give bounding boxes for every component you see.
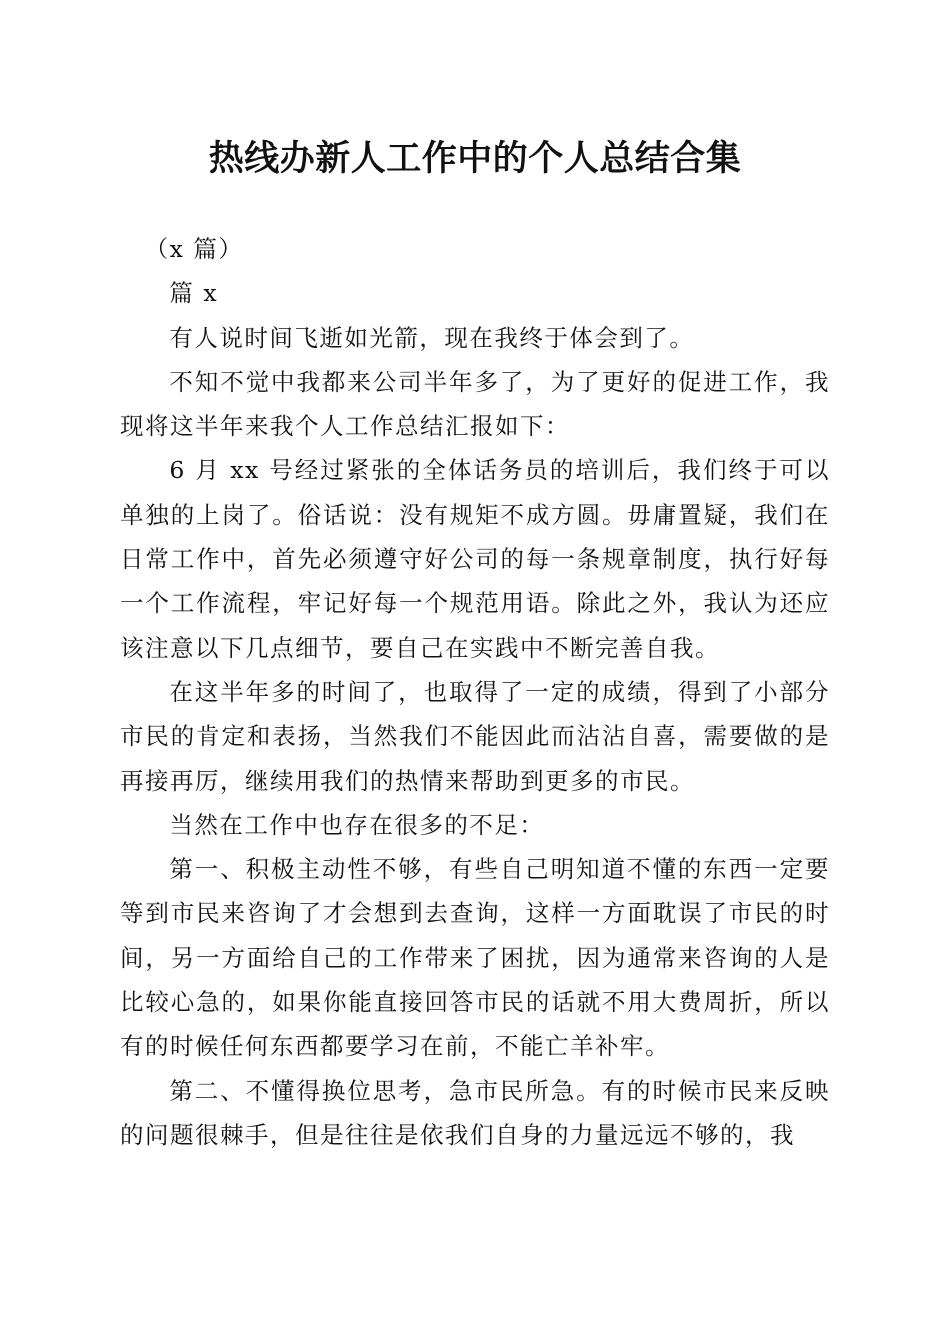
paragraph: 第一、积极主动性不够，有些自己明知道不懂的东西一定要等到市民来咨询了才会想到去查询，这样一方面耽误了市民的时间，另一方面给自己的工作带来了困扰，因为通常来咨询的人是比较心急的，如果你能直接回答市民的话就不用大费周折，所以有的时候任何东西都要学习在前，不能亡羊补牢。	[120, 855, 830, 1061]
paragraph: 不知不觉中我都来公司半年多了，为了更好的促进工作，我现将这半年来我个人工作总结汇报如下：	[120, 367, 830, 441]
paragraph: 当然在工作中也存在很多的不足：	[169, 810, 545, 839]
document-page	[120, 0, 830, 1344]
paragraph: 第二、不懂得换位思考，急市民所急。有的时候市民来反映的问题很棘手，但是往往是依我们自身的力量远远不够的，我	[120, 1076, 830, 1149]
paragraph: 6 月 xx 号经过紧张的全体话务员的培训后，我们终于可以单独的上岗了。俗话说：没有规矩不成方圆。毋庸置疑，我们在日常工作中，首先必须遵守好公司的每一条规章制度，执行好每一个工作流程，牢记好每一个规范用语。除此之外，我认为还应该注意以下几点细节，要自己在实践中不断完善自我。	[120, 456, 830, 662]
document-title: 热线办新人工作中的个人总结合集	[208, 138, 742, 179]
paragraph: 在这半年多的时间了，也取得了一定的成绩，得到了小部分市民的肯定和表扬，当然我们不能因此而沾沾自喜，需要做的是再接再厉，继续用我们的热情来帮助到更多的市民。	[120, 677, 830, 795]
document-body	[120, 227, 830, 1157]
paragraph: 有人说时间飞逝如光箭，现在我终于体会到了。	[169, 323, 695, 352]
paragraph-count-note: （x 篇）	[144, 235, 244, 263]
paragraph-section-label: 篇 x	[169, 279, 219, 308]
